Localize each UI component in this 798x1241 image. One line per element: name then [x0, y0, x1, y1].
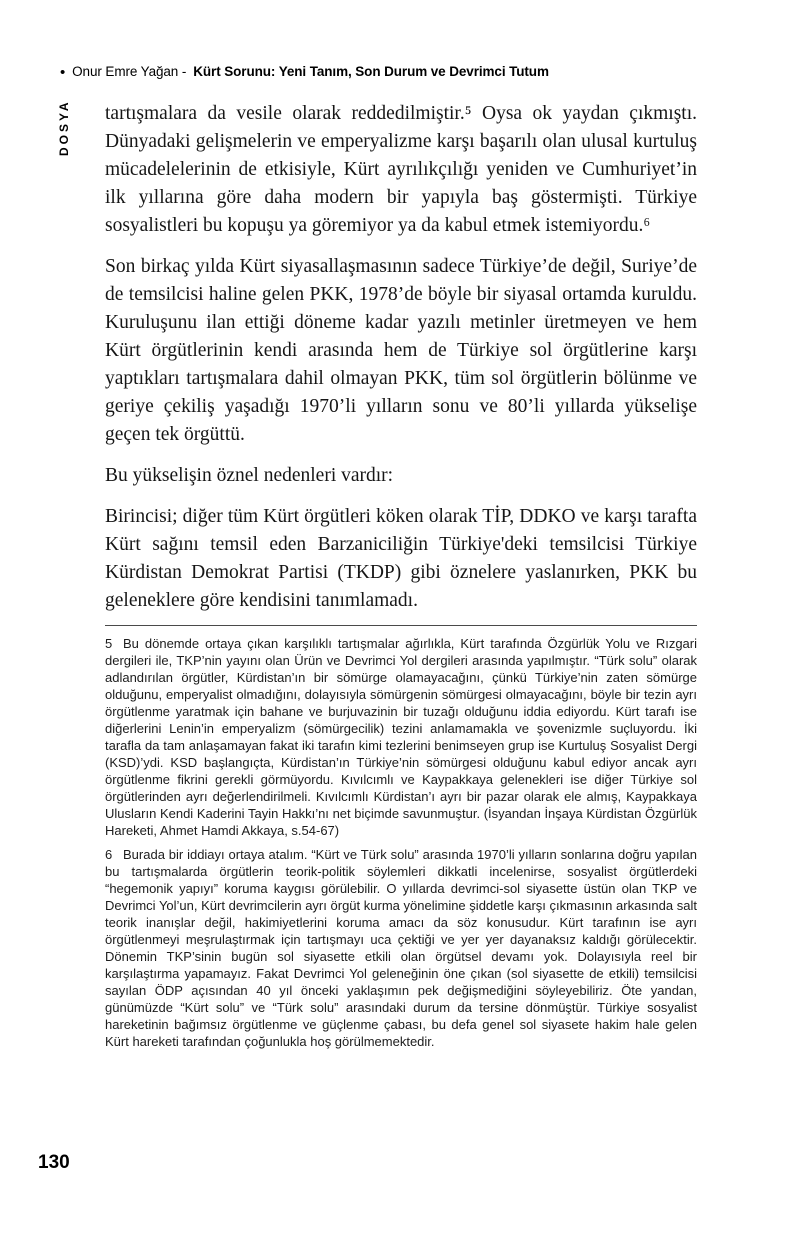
footnote-text: Bu dönemde ortaya çıkan karşılıklı tartışmalar ağırlıkla, Kürt tarafında Özgürlük Yolu ve Rızgari dergileri ile, TKP’nin yayını olan Ürün ve Devrimci Yol dergileri arasında yapılmıştır. “Türk solu” olarak adlandırılan örgütler, Kürdistan’ın bir sömürge olamayacağını, çünkü Türkiye’nin zaten sömürge olduğunu, emperyalist olmadığını, dolayısıyla sömürgenin sömürgesi olmayacağını, böyle bir tezin ayrı örgütlenme yaratmak için bahane ve burjuvazinin bir tuzağı olduğunu iddia ediyordu. Kürt tarafı ise diğerlerini Lenin’in emperyalizm (sömürgecilik) tezini anlamamakla ve şovenizmle suçluyordu. İki tarafla da tam anlaşamayan fakat iki tarafın kimi tezlerini benimseyen grup ise Kurtuluş Sosyalist Dergi (KSD)’ydi. KSD başlangıçta, Kürdistan’ın Türkiye’nin sömürgesi olduğunu kabul ediyor ancak ayrı örgütlenme fikrini gerekli görmüyordu. Kıvılcımlı ve Kaypakkaya gelenekleri ise diğer Türkiye sol örgütlerinden ayrı değerlendirilmeli. Kıvılcımlı Kürdistan’ı ayrı bir pazar olarak ele almış, Kaypakkaya Ulusların Kendi Kaderini Tayin Hakkı’nı net biçimde savunmuştur. (İsyandan İnşaya Kürdistan Özgürlük Hareketi, Ahmet Hamdi Akkaya, s.54-67)	[105, 636, 697, 838]
body-paragraph: Birincisi; diğer tüm Kürt örgütleri köken olarak TİP, DDKO ve karşı tarafta Kürt sağını temsil eden Barzaniciliğin Türkiye'deki temsilcisi Türkiye Kürdistan Demokrat Partisi (TKDP) gibi öznelere yaslanırken, PKK bu geleneklere göre kendisini tanımlamadı.	[105, 506, 697, 611]
footnote-number: 5	[105, 636, 113, 651]
footnote	[105, 846, 697, 1050]
header-author: Onur Emre Yağan -	[72, 64, 187, 79]
header-bullet-icon: •	[60, 64, 66, 81]
footnote-text: Burada bir iddiayı ortaya atalım. “Kürt ve Türk solu” arasında 1970’li yılların sonlarına doğru yapılan bu tartışmalarda örgütlerin teorik-politik söylemleri dikkatli incelenirse, sosyalist örgütlerdeki “hegemonik yapıyı” koruma kaygısı görülebilir. O yıllarda devrimci-sol siyasette üstün olan TKP ve Devrimci Yol’un, Kürt devrimcilerin ayrı örgüt kurma yönelimine şiddetle karşı çıkmasının arkasında salt teorik inanışlar değil, hakimiyetlerini koruma amacı da söz konusudur. Kürt tarafının ise ayrı örgütlenmeyi meşrulaştırmak için tartışmayı uca çektiği ve yer yer dayanaksız kaldığı görülecektir. Dönemin TKP’sinin bugün sol siyasette etkili olan örgütsel devamı yok. Dolayısıyla reel bir karşılaştırma yapamayız. Fakat Devrimci Yol geleneğinin öne çıkan (sol siyasette de etkili) temsilcisi sayılan ÖDP açısından 40 yıl önceki yaklaşımın pek değişmediğini söyleyebiliriz. Öte yandan, günümüzde “Kürt solu” ve “Türk solu” arasındaki durum da tersine dönmüştür. Türkiye sosyalist hareketinin bağımsız örgütlenme ve güçlenme çabası, bu defa genel sol siyasete hakim hale gelen Kürt hareketi tarafından çoğunlukla hoş görülmemektedir.	[105, 847, 697, 1049]
footnotes-section	[105, 625, 697, 1050]
body-paragraph: tartışmalara da vesile olarak reddedilmiştir.⁵ Oysa ok yaydan çıkmıştı. Dünyadaki gelişmelerin ve emperyalizme karşı başarılı olan ulusal kurtuluş mücadelelerinin de etkisiyle, Kürt ayrılıkçılığı yeniden ve Cumhuriyet’in ilk yıllarına göre daha modern bir yapıyla baş göstermişti. Türkiye sosyalistleri bu kopuşu ya göremiyor ya da kabul etmek istemiyordu.⁶	[105, 103, 697, 236]
text-column	[105, 100, 697, 1057]
body-text	[105, 100, 697, 615]
body-paragraph: Bu yükselişin öznel nedenleri vardır:	[105, 465, 394, 486]
header-article-title: Kürt Sorunu: Yeni Tanım, Son Durum ve Devrimci Tutum	[193, 64, 549, 79]
section-label-dosya: DOSYA	[57, 99, 71, 156]
running-header	[60, 64, 708, 79]
footnote	[105, 635, 697, 839]
body-paragraph: Son birkaç yılda Kürt siyasallaşmasının sadece Türkiye’de değil, Suriye’de de temsilcisi haline gelen PKK, 1978’de böyle bir siyasal ortamda kuruldu. Kuruluşunu ilan ettiği döneme kadar yazılı metinler üretmeyen ve hem Kürt örgütlerinin kendi arasında hem de Türkiye sol örgütlerine karşı yaptıkları tartışmalara dahil olmayan PKK, tüm sol örgütlerin bölünme ve geriye çekiliş yaşadığı 1970’li yılların sonu ve 80’li yıllarda yükselişe geçen tek örgüttü.	[105, 256, 697, 445]
page-number: 130	[38, 1152, 70, 1173]
footnote-number: 6	[105, 847, 113, 862]
